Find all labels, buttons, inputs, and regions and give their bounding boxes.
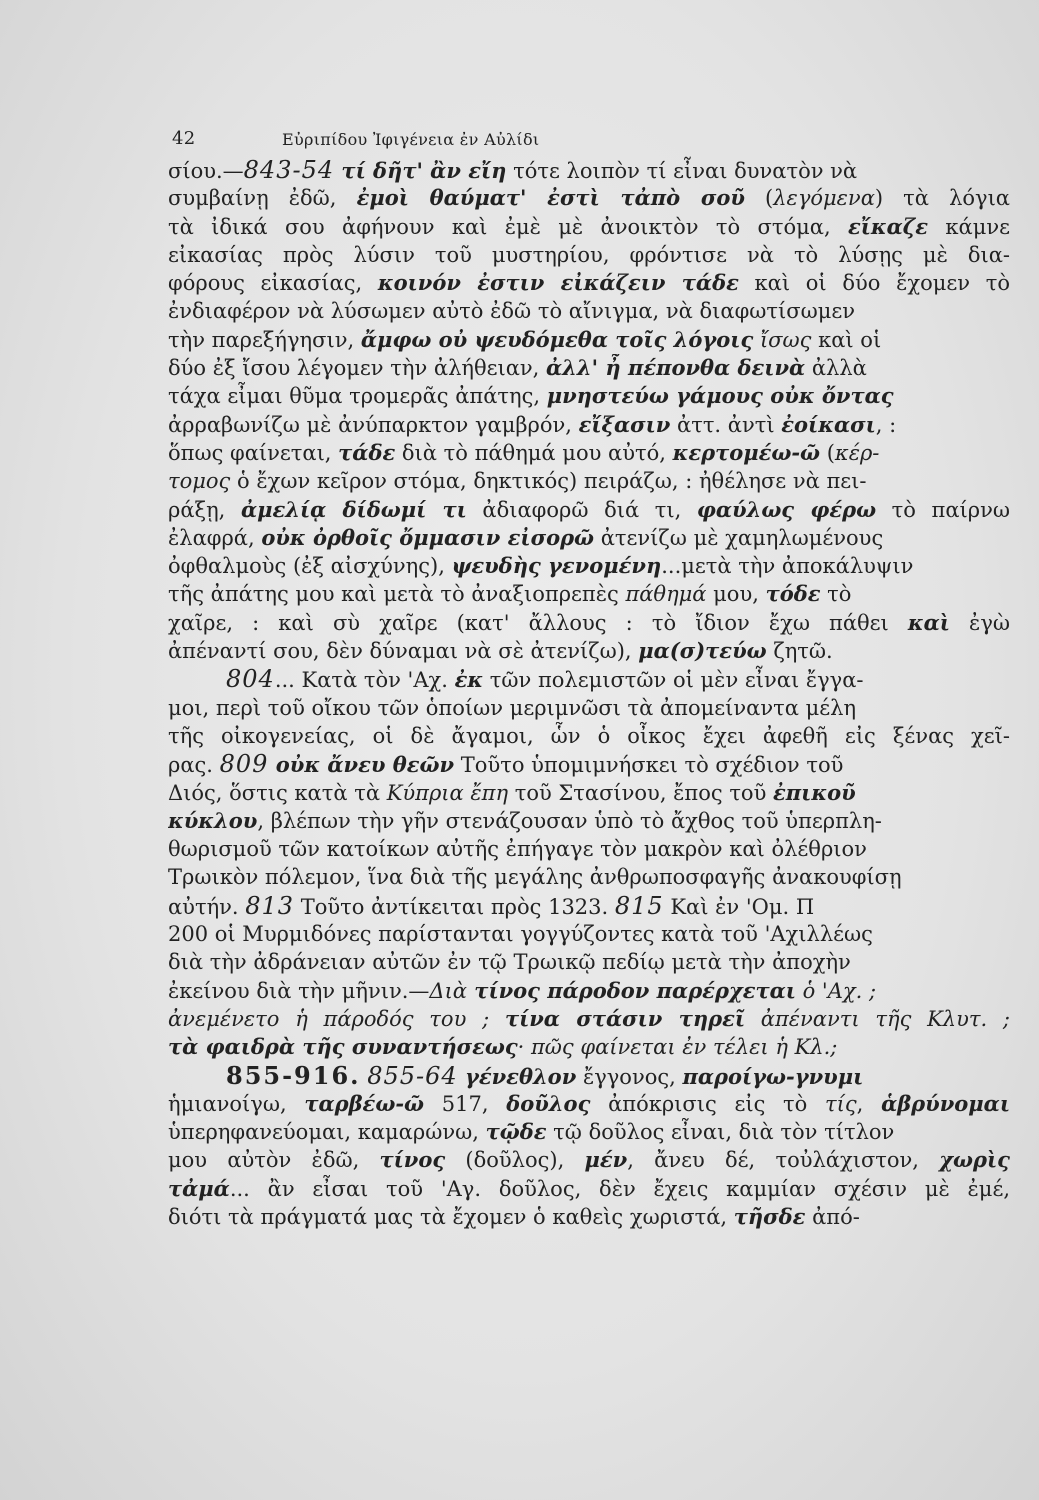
lemma-term: τίνος πάροδον παρέρχεται	[467, 977, 796, 1003]
lemma-term: ἀλλ' ἦ πέπονθα δεινὰ	[546, 355, 806, 381]
lemma-term: ψευδὴς γενομένη	[451, 553, 662, 579]
text-run: τοῦ Στασίνου, ἔπος τοῦ	[508, 780, 774, 805]
lemma-term: τάδε	[338, 439, 396, 465]
text-run: (δοῦλος),	[445, 1148, 585, 1173]
text-line	[168, 439, 1010, 467]
text-run: ἐλαφρά,	[168, 525, 262, 550]
text-run: Τρωικὸν πόλεμον, ἵνα διὰ τῆς μεγάλης ἀνθρωποσφαγῆς ἀνακουφίσῃ	[168, 865, 902, 890]
text-line	[168, 524, 1010, 552]
verse-reference: 815	[614, 891, 664, 920]
text-line	[168, 184, 1010, 212]
text-line	[168, 1118, 1010, 1146]
text-run: διὰ τὴν ἀδράνειαν αὐτῶν ἐν τῷ Τρωικῷ πεδίῳ μετὰ τὴν ἀποχὴν	[168, 950, 851, 975]
lemma-term: τῷδε	[485, 1119, 547, 1145]
text-line	[168, 948, 1010, 976]
lemma-term: χωρὶς	[939, 1147, 1010, 1173]
text-line	[168, 779, 1010, 807]
lemma-term: γένεθλον	[457, 1063, 577, 1089]
text-run: ἐνδιαφέρον νὰ λύσωμεν αὐτὸ ἐδῶ τὸ αἴνιγμα, νὰ διαφωτίσωμεν	[168, 299, 856, 324]
lemma-term: καὶ	[907, 609, 950, 635]
lemma-term: μνηστεύω γάμους οὐκ ὄντας	[546, 383, 894, 409]
text-run: τὴν παρεξήγησιν,	[168, 327, 361, 352]
verse-reference: 843-54	[243, 156, 335, 184]
text-line	[168, 467, 1010, 495]
text-run: Τοῦτο ἀντίκειται πρὸς 1323.	[294, 894, 615, 919]
lemma-term: ἐπικοῦ	[773, 779, 856, 805]
text-line	[168, 750, 1010, 778]
lemma-term: ἐμοὶ θαύματ' ἐστὶ τἀπὸ σοῦ	[356, 185, 745, 211]
text-run: καὶ οἱ	[811, 327, 882, 352]
lemma-term: τίς	[825, 1091, 857, 1116]
text-run: ἐγὼ	[949, 610, 1010, 635]
text-line	[168, 156, 1010, 184]
text-line	[168, 241, 1010, 269]
text-run: τῶν πολεμιστῶν οἱ μὲν εἶναι ἔγγα-	[483, 668, 864, 693]
text-line	[168, 1033, 1010, 1061]
text-line	[168, 297, 1010, 325]
text-run: τῆς ἀπάτης μου καὶ μετὰ τὸ ἀναξιοπρεπὲς	[168, 582, 626, 607]
text-line	[168, 1203, 1010, 1231]
text-run: δύο ἐξ ἴσου λέγομεν τὴν ἀλήθειαν,	[168, 356, 547, 381]
lemma-term: μα(σ)τεύω	[638, 638, 767, 664]
lemma-term: ἴσως	[759, 327, 812, 352]
lemma-term: πάθημά	[625, 582, 707, 607]
text-run: ἀπό-	[805, 1204, 860, 1229]
text-run: εἰκασίας πρὸς λύσιν τοῦ μυστηρίου, φρόντισε νὰ τὸ λύσῃς μὲ δια-	[168, 242, 1010, 267]
verse-reference: 804	[226, 665, 275, 694]
lemma-term: τομος	[168, 469, 231, 494]
lemma-term: Διὰ	[429, 978, 467, 1003]
text-run: φόρους εἰκασίας,	[168, 271, 378, 296]
text-line	[168, 892, 1010, 920]
lemma-term: τόδε	[765, 581, 821, 607]
text-run: τάχα εἶμαι θῦμα τρομερᾶς ἀπάτης,	[168, 384, 547, 409]
text-line	[168, 1175, 1010, 1203]
text-run: διότι τὰ πράγματά μας τὰ ἔχομεν ὁ καθεὶς χωριστά,	[168, 1204, 734, 1229]
text-run: ἀδιαφορῶ διά τι,	[466, 497, 697, 522]
lemma-term: λεγόμενα	[773, 186, 875, 211]
text-run: κάμνε	[928, 214, 1010, 239]
commentary-text	[168, 156, 1010, 1231]
text-run: τότε λοιπὸν τί εἶναι δυνατὸν νὰ	[506, 159, 858, 183]
text-run: 517,	[424, 1091, 507, 1116]
lemma-term: μέν	[584, 1147, 628, 1173]
lemma-term: φαύλως φέρω	[696, 496, 877, 522]
text-run: ἡμιανοίγω,	[168, 1091, 305, 1116]
text-run: τὰ ἰδικά σου ἀφήνουν καὶ ἐμὲ μὲ ἀνοικτὸν τὸ στόμα,	[168, 214, 848, 239]
text-line	[168, 382, 1010, 410]
lemma-term: ταρβέω-ῶ	[304, 1090, 425, 1116]
verse-reference: 855-64	[367, 1061, 458, 1090]
text-run: συμβαίνῃ ἐδῶ,	[168, 186, 357, 211]
text-run: ρας.	[168, 753, 220, 778]
text-run: ὀφθαλμοὺς (ἐξ αἰσχύνης),	[168, 554, 452, 579]
running-title: Εὐριπίδου Ἰφιγένεια ἐν Αὐλίδι	[282, 130, 540, 149]
lemma-term: δοῦλος	[506, 1090, 591, 1116]
page-number: 42	[172, 128, 196, 149]
text-run: διὰ τὸ πάθημά μου αὐτό,	[395, 440, 673, 465]
lemma-term: κύκλου	[168, 807, 258, 833]
text-line	[168, 835, 1010, 863]
lemma-term: Κύπρια ἔπη	[386, 780, 509, 805]
text-line	[168, 1062, 1010, 1090]
text-line	[168, 1146, 1010, 1174]
text-run: ἐκείνου διὰ τὴν μῆνιν.—	[168, 978, 430, 1003]
text-line	[168, 637, 1010, 665]
lemma-term: κερτομέω-ῶ	[672, 439, 821, 465]
lemma-term: ἐκ	[454, 667, 484, 693]
text-run: μου,	[706, 582, 766, 607]
lemma-term: τίνα στάσιν τηρεῖ	[504, 1005, 746, 1031]
text-line	[168, 1090, 1010, 1118]
text-run: , :	[875, 412, 897, 437]
lemma-term: ἄμφω οὐ ψευδόμεθα τοῖς λόγοις	[360, 326, 754, 352]
text-run: ,	[856, 1091, 882, 1116]
text-run: αὐτήν.	[168, 894, 246, 919]
text-line	[168, 354, 1010, 382]
lemma-term: κοινόν ἐστιν εἰκάζειν τάδε	[377, 270, 739, 296]
lemma-term: ἀνεμένετο ἡ πάροδός του ;	[168, 1006, 505, 1031]
text-run: ἀπόκρισις εἰς τὸ	[590, 1091, 826, 1116]
text-run: ὅπως φαίνεται,	[168, 440, 339, 465]
text-run: ἀπέναντί σου, δὲν δύναμαι νὰ σὲ ἀτενίζω),	[168, 639, 639, 664]
text-run: τῷ δοῦλος εἶναι, διὰ τὸν τίτλον	[546, 1120, 895, 1145]
text-line	[168, 411, 1010, 439]
text-run: ...μετὰ τὴν ἀποκάλυψιν	[661, 554, 914, 579]
text-line	[168, 722, 1010, 750]
lemma-term: ἀπέναντι τῆς Κλυτ. ;	[745, 1006, 1010, 1031]
text-line	[168, 269, 1010, 297]
text-line	[168, 807, 1010, 835]
page-header	[172, 128, 792, 158]
lemma-term: οὐκ ἄνευ θεῶν	[268, 752, 455, 778]
lemma-term: τὰ φαιδρὰ τῆς συναντήσεως	[168, 1034, 518, 1060]
text-run: ἀρραβωνίζω μὲ ἀνύπαρκτον γαμβρόν,	[168, 412, 579, 437]
lemma-term: τῆσδε	[733, 1203, 806, 1229]
text-line	[168, 496, 1010, 524]
text-run: ἀλλὰ	[805, 356, 867, 381]
text-run: (	[820, 440, 835, 465]
lemma-term: ἁβρύνομαι	[881, 1090, 1010, 1116]
lemma-term: τἀμά	[168, 1175, 230, 1201]
lemma-term: ἀμελίᾳ δίδωμί τι	[240, 496, 467, 522]
text-run: ἀττ. ἀντὶ	[670, 412, 782, 437]
lemma-term: τί δῆτ' ἂν εἴη	[334, 158, 507, 183]
text-run: ὁ ἔχων κεῖρον στόμα, δηκτικός) πειράζω, : ἠθέλησε νὰ πει-	[230, 469, 867, 494]
lemma-term: οὐκ ὀρθοῖς ὄμμασιν εἰσορῶ	[261, 524, 595, 550]
text-run	[753, 328, 760, 352]
text-run: , ἄνευ δέ, τοὐλάχιστον,	[627, 1148, 940, 1173]
text-run: μου αὐτὸν ἐδῶ,	[168, 1148, 380, 1173]
text-run: Καὶ ἐν 'Ομ. Π	[663, 894, 815, 919]
text-line	[168, 863, 1010, 891]
text-line	[168, 326, 1010, 354]
text-line	[168, 920, 1010, 948]
lemma-term: εἴξασιν	[578, 411, 671, 437]
lemma-term: · πῶς φαίνεται ἐν τέλει ἡ Κλ.;	[517, 1035, 838, 1060]
text-line	[168, 977, 1010, 1005]
text-line	[168, 552, 1010, 580]
lemma-term: τίνος	[379, 1147, 446, 1173]
lemma-term: ὁ 'Αχ. ;	[795, 978, 877, 1003]
text-line	[168, 213, 1010, 241]
lemma-term: ἐοίκασι	[781, 411, 876, 437]
text-run: τὸ παίρνω	[876, 497, 1010, 522]
text-run: ζητῶ.	[766, 639, 833, 664]
verse-reference: 809	[219, 750, 269, 779]
text-run: Διός, ὅστις κατὰ τὰ	[168, 780, 387, 805]
text-run: θωρισμοῦ τῶν κατοίκων αὐτῆς ἐπήγαγε τὸν μακρὸν καὶ ὀλέθριον	[168, 837, 867, 862]
text-run: σίου.—	[168, 159, 244, 183]
text-line	[168, 1005, 1010, 1033]
text-run: μοι, περὶ τοῦ οἴκου τῶν ὁποίων μεριμνῶσι τὰ ἀπομείναντα μέλη	[168, 695, 857, 720]
text-run: , βλέπων τὴν γῆν στενάζουσαν ὑπὸ τὸ ἄχθος τοῦ ὑπερπλη-	[257, 808, 882, 833]
text-run: (	[744, 186, 774, 211]
lemma-term: κέρ-	[834, 440, 880, 465]
text-line	[168, 694, 1010, 722]
text-run: Τοῦτο ὑπομιμνήσκει τὸ σχέδιον τοῦ	[454, 753, 844, 778]
text-run: ράξῃ,	[168, 497, 241, 522]
text-run: ἔγγονος,	[576, 1064, 683, 1089]
text-run: τὸ	[820, 582, 852, 607]
text-run: ... Κατὰ τὸν 'Αχ.	[274, 668, 455, 693]
text-line	[168, 580, 1010, 608]
text-run: ... ἂν εἶσαι τοῦ 'Αγ. δοῦλος, δὲν ἔχεις καμμίαν σχέσιν μὲ ἐμέ,	[229, 1176, 1010, 1201]
text-run: τῆς οἰκογενείας, οἱ δὲ ἄγαμοι, ὧν ὁ οἶκος ἔχει ἀφεθῆ εἰς ξένας χεῖ-	[168, 723, 1010, 748]
text-line	[168, 609, 1010, 637]
lemma-term: παροίγω-γνυμι	[682, 1063, 864, 1089]
text-run: χαῖρε, : καὶ σὺ χαῖρε (κατ' ἄλλους : τὸ ἴδιον ἔχω πάθει	[168, 610, 908, 635]
lemma-term: εἴκαζε	[847, 213, 929, 239]
text-run: καὶ οἱ δύο ἔχομεν τὸ	[738, 271, 1010, 296]
text-run: ἀτενίζω μὲ χαμηλωμένους	[594, 525, 884, 550]
text-run: 200 οἱ Μυρμιδόνες παρίστανται γογγύζοντες κατὰ τοῦ 'Αχιλλέως	[168, 922, 873, 947]
text-run: ὑπερηφανεύομαι, καμαρώνω,	[168, 1120, 486, 1145]
verse-reference: 855-916.	[226, 1061, 361, 1090]
verse-reference: 813	[245, 891, 295, 920]
text-line	[168, 665, 1010, 693]
text-run: ) τὰ λόγια	[874, 186, 1010, 211]
